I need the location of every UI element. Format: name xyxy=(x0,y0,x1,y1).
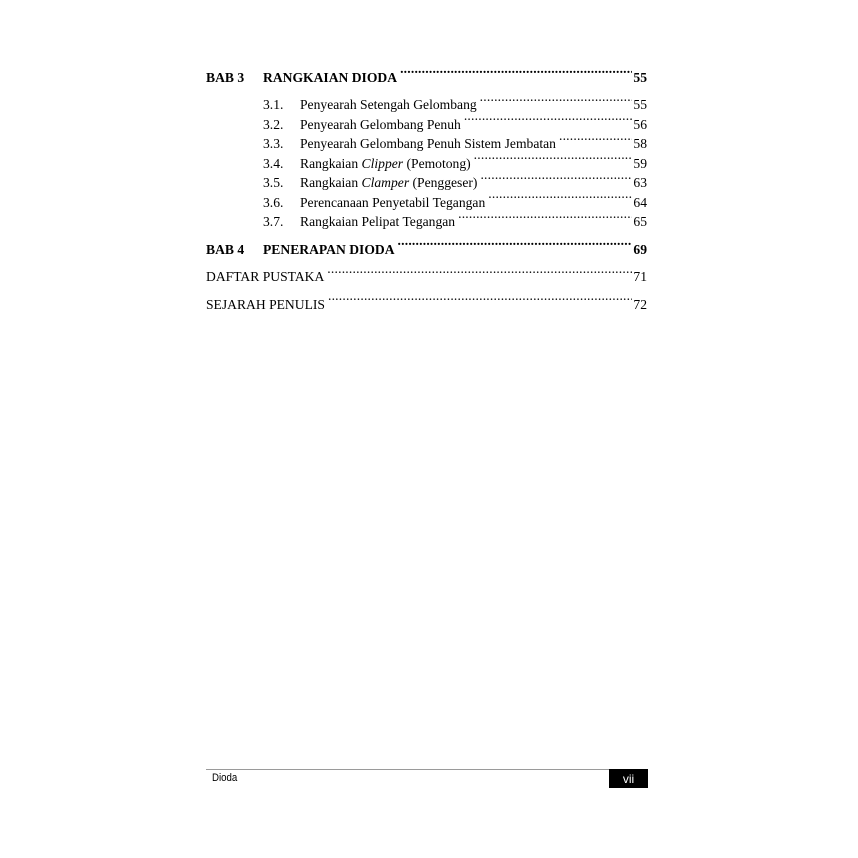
entry-title: SEJARAH PENULIS xyxy=(206,296,325,312)
page-number: 64 xyxy=(633,194,647,210)
section-number: 3.5. xyxy=(263,175,284,190)
toc-sejarah-penulis xyxy=(206,289,647,312)
toc-chapter-bab3 xyxy=(206,62,647,85)
dot-leader xyxy=(400,62,632,82)
dot-leader xyxy=(488,187,632,207)
page-number: 69 xyxy=(633,241,647,257)
dot-leader xyxy=(328,289,632,309)
section-number: 3.4. xyxy=(263,155,284,171)
section-title: Rangkaian Pelipat Tegangan xyxy=(300,214,456,229)
toc-section xyxy=(206,90,647,110)
dot-leader xyxy=(458,207,632,227)
chapter-title: PENERAPAN DIODA xyxy=(263,241,395,257)
section-number: 3.6. xyxy=(263,194,284,210)
dot-leader xyxy=(559,129,632,149)
page-number: 56 xyxy=(633,116,647,132)
dot-leader xyxy=(474,148,633,168)
dot-leader xyxy=(480,90,633,110)
footer-divider xyxy=(206,769,648,770)
section-number: 3.3. xyxy=(263,136,284,151)
table-of-contents xyxy=(206,62,647,312)
dot-leader xyxy=(480,168,632,188)
page-number: 55 xyxy=(633,97,647,112)
page-number: 71 xyxy=(633,269,647,284)
toc-daftar-pustaka xyxy=(206,262,647,282)
page-number: 63 xyxy=(633,175,647,190)
dot-leader xyxy=(398,234,633,254)
section-number: 3.7. xyxy=(263,214,284,229)
toc-chapter-bab4 xyxy=(206,234,647,257)
page-number: 58 xyxy=(633,136,647,151)
section-title: Penyearah Setengah Gelombang xyxy=(300,97,477,112)
page-number: 72 xyxy=(633,296,647,312)
section-title: Rangkaian Clamper (Penggeser) xyxy=(300,175,478,190)
chapter-label: BAB 3 xyxy=(206,69,245,85)
section-number: 3.2. xyxy=(263,116,284,132)
footer-book-title: Dioda xyxy=(212,772,238,784)
entry-title: DAFTAR PUSTAKA xyxy=(206,269,325,284)
page-number: 55 xyxy=(633,69,647,85)
footer-page-number: vii xyxy=(609,769,648,788)
dot-leader xyxy=(327,262,632,282)
page-number: 59 xyxy=(633,155,647,171)
section-title: Penyearah Gelombang Penuh Sistem Jembatan xyxy=(300,136,556,151)
section-title: Perencanaan Penyetabil Tegangan xyxy=(300,194,486,210)
chapter-title: RANGKAIAN DIODA xyxy=(263,69,398,85)
section-number: 3.1. xyxy=(263,97,284,112)
section-title: Rangkaian Clipper (Pemotong) xyxy=(300,155,471,171)
page-number: 65 xyxy=(633,214,647,229)
section-title: Penyearah Gelombang Penuh xyxy=(300,116,461,132)
dot-leader xyxy=(464,109,633,129)
chapter-label: BAB 4 xyxy=(206,241,245,257)
